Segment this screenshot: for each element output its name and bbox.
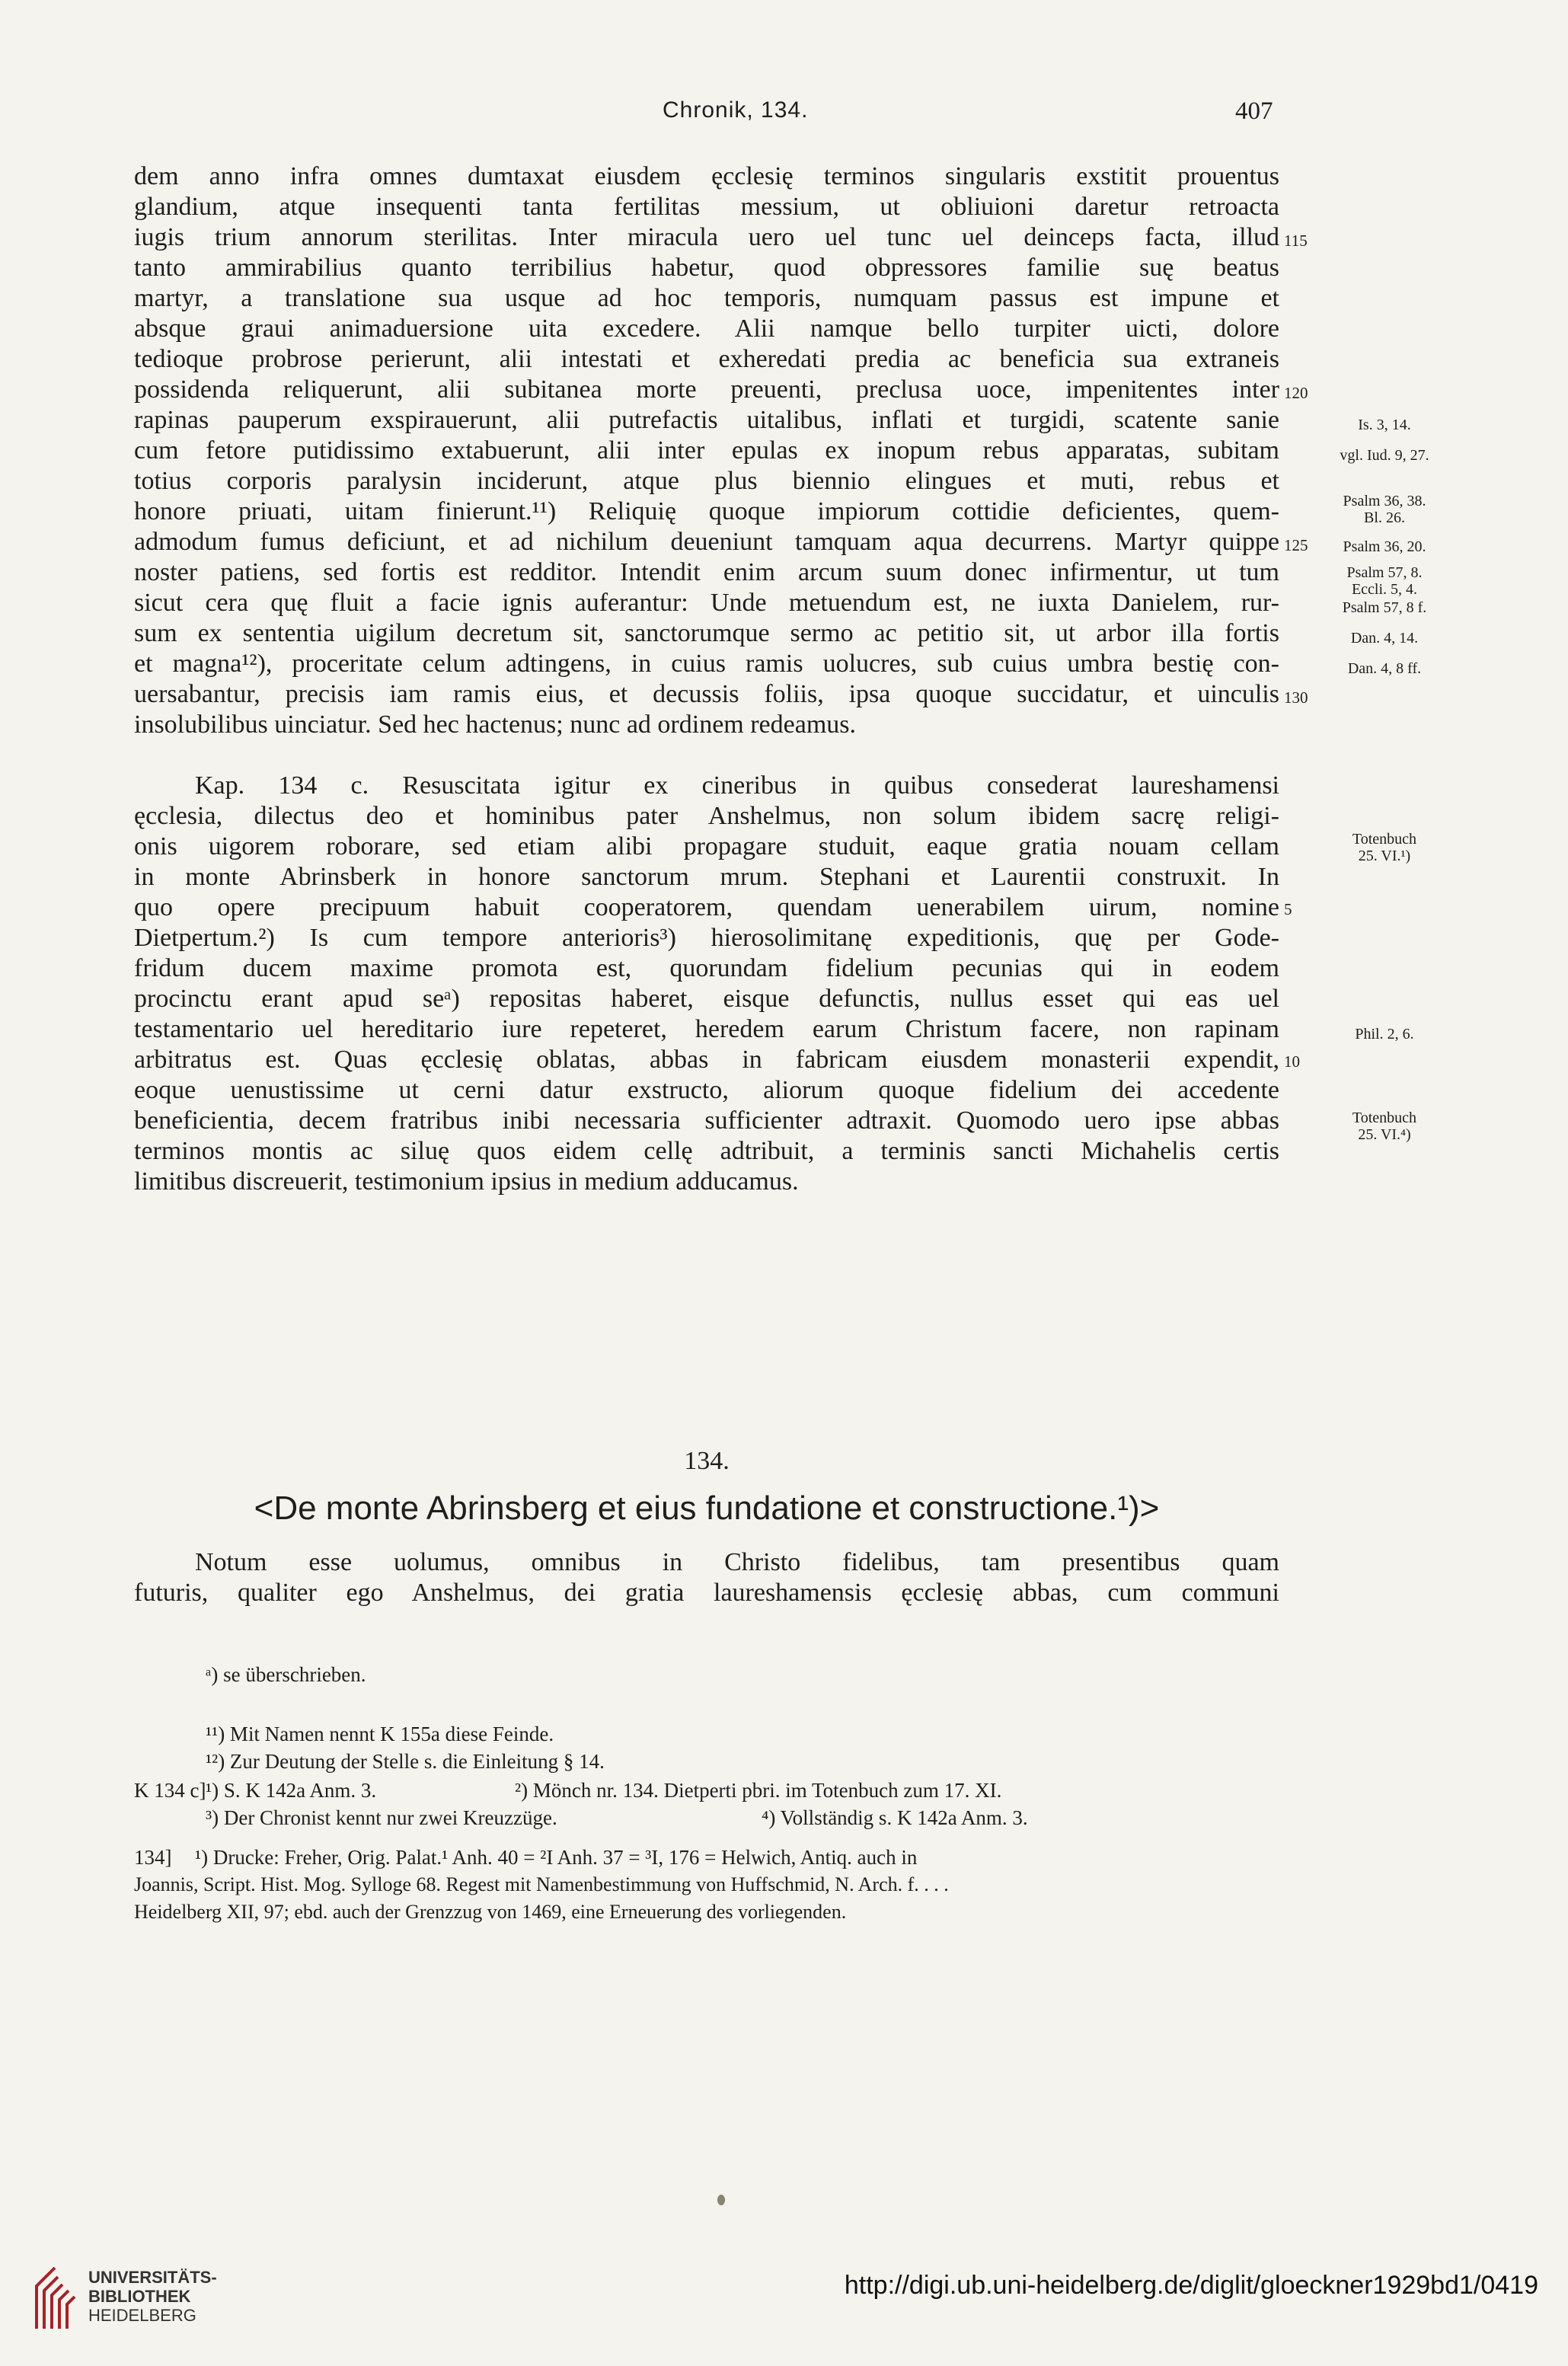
document-number: 134. (684, 1447, 730, 1475)
body-line: tedioque probrose perierunt, alii intestati et exheredati predia ac beneficia sua extraneis (134, 345, 1279, 373)
body-line: dem anno infra omnes dumtaxat eiusdem ęcclesię terminos singularis exstitit prouentus (134, 162, 1279, 190)
body-line: beneficientia, decem fratribus inibi necessaria sufficienter adtraxit. Quomodo uero ipse abbas (134, 1106, 1279, 1135)
footnote: Heidelberg XII, 97; ebd. auch der Grenzzug von 1469, eine Erneuerung des vorliegenden. (134, 1901, 847, 1923)
margin-note: Psalm 57, 8. (1346, 564, 1423, 581)
footnote: ³) Der Chronist kennt nur zwei Kreuzzüge. (206, 1806, 557, 1829)
body-line: Kap. 134 c. Resuscitata igitur ex cineribus in quibus consederat laureshamensi (195, 771, 1279, 800)
body-line: martyr, a translatione sua usque ad hoc temporis, numquam passus est impune et (134, 284, 1279, 312)
apparatus-note: ᵃ) se überschrieben. (206, 1663, 366, 1686)
margin-note: Psalm 57, 8 f. (1342, 599, 1427, 616)
footnote: ¹¹) Mit Namen nennt K 155a diese Feinde. (206, 1723, 554, 1745)
body-line: limitibus discreuerit, testimonium ipsius in medium adducamus. (134, 1167, 799, 1196)
body-line: absque graui animaduersione uita excedere. Alii namque bello turpiter uicti, dolore (134, 315, 1279, 343)
body-line: fridum ducem maxime promota est, quorundam fidelium pecunias qui in eodem (134, 954, 1279, 982)
margin-note: Totenbuch (1352, 1110, 1417, 1126)
footnote: ¹²) Zur Deutung der Stelle s. die Einleitung § 14. (206, 1750, 605, 1773)
library-name (88, 2268, 217, 2325)
body-line: Notum esse uolumus, omnibus in Christo fidelibus, tam presentibus quam (195, 1548, 1279, 1576)
library-name-line: BIBLIOTHEK (88, 2287, 191, 2306)
ink-spot (717, 2195, 725, 2205)
line-number: 10 (1284, 1052, 1300, 1071)
body-line: et magna¹²), proceritate celum adtingens, in cuius ramis uolucres, sub cuius umbra bestię con- (134, 650, 1279, 678)
margin-note: Dan. 4, 8 ff. (1347, 660, 1422, 677)
footnote-label: 134] (134, 1846, 172, 1869)
body-line: terminos montis ac siluę quos eidem cellę adtribuit, a terminis sancti Michahelis certis (134, 1137, 1279, 1165)
running-head: Chronik, 134. (663, 97, 809, 123)
line-number: 115 (1284, 231, 1308, 250)
page-number: 407 (1235, 97, 1273, 125)
margin-note: Psalm 36, 20. (1343, 538, 1426, 555)
margin-note: Totenbuch (1352, 831, 1417, 848)
line-number: 5 (1284, 900, 1292, 918)
footnote: ¹) S. K 142a Anm. 3. (206, 1779, 377, 1802)
body-line: tanto ammirabilius quanto terribilius habetur, quod obpressores familie suę beatus (134, 254, 1279, 282)
library-name-line: UNIVERSITÄTS- (88, 2268, 217, 2287)
margin-note: Psalm 36, 38. (1343, 493, 1426, 509)
body-line: sum ex sententia uigilum decretum sit, sanctorumque sermo ac petitio sit, ut arbor illa fortis (134, 619, 1279, 647)
body-line: admodum fumus deficiunt, et ad nichilum deueniunt tamquam aqua decurrens. Martyr quippe (134, 528, 1279, 556)
margin-note: vgl. Iud. 9, 27. (1340, 447, 1429, 464)
ub-heidelberg-logo-icon (32, 2263, 78, 2330)
body-line: insolubilibus uinciatur. Sed hec hactenus; nunc ad ordinem redeamus. (134, 710, 856, 739)
body-line: eoque uenustissime ut cerni datur exstructo, aliorum quoque fidelium dei accedente (134, 1076, 1279, 1104)
body-line: honore priuati, uitam finierunt.¹¹) Reliquię quoque impiorum cottidie deficientes, quem- (134, 497, 1279, 525)
body-line: cum fetore putidissimo extabuerunt, alii inter epulas ex inopum rebus apparatas, subitam (134, 436, 1279, 465)
margin-note: Is. 3, 14. (1358, 417, 1411, 433)
body-line: sicut cera quę fluit a facie ignis auferantur: Unde metuendum est, ne iuxta Danielem, rur- (134, 589, 1279, 617)
body-line: procinctu erant apud seᵃ) repositas haberet, eisque defunctis, nullus esset qui eas uel (134, 985, 1279, 1013)
margin-note: 25. VI.⁴) (1358, 1126, 1411, 1143)
body-line: noster patiens, sed fortis est redditor. Intendit enim arcum suum donec infirmentur, ut tum (134, 558, 1279, 586)
body-line: ęcclesia, dilectus deo et hominibus pater Anshelmus, non solum ibidem sacrę religi- (134, 802, 1279, 830)
body-line: uersabantur, precisis iam ramis eius, et decussis foliis, ipsa quoque succidatur, et uinculis (134, 680, 1279, 708)
body-line: onis uigorem roborare, sed etiam alibi propagare studuit, eaque gratia nouam cellam (134, 832, 1279, 861)
margin-note: Dan. 4, 14. (1350, 630, 1419, 647)
document-title: <De monte Abrinsberg et eius fundatione et constructione.¹)> (254, 1490, 1160, 1527)
body-line: Dietpertum.²) Is cum tempore anterioris³) hierosolimitanę expeditionis, quę per Gode- (134, 924, 1279, 952)
footnote: ¹) Drucke: Freher, Orig. Palat.¹ Anh. 40 = ²I Anh. 37 = ³I, 176 = Helwich, Antiq. auch in (195, 1846, 918, 1869)
source-url-link[interactable]: http://digi.ub.uni-heidelberg.de/diglit/gloeckner1929bd1/0419 (844, 2271, 1538, 2300)
footnote: ²) Mönch nr. 134. Dietperti pbri. im Totenbuch zum 17. XI. (515, 1779, 1002, 1802)
line-number: 120 (1284, 384, 1308, 402)
margin-note: 25. VI.¹) (1358, 848, 1411, 864)
footnote-label: K 134 c] (134, 1779, 206, 1802)
footnote: ⁴) Vollständig s. K 142a Anm. 3. (762, 1806, 1028, 1829)
body-line: testamentario uel hereditario iure repeteret, heredem earum Christum facere, non rapinam (134, 1015, 1279, 1043)
body-line: in monte Abrinsberk in honore sanctorum mrum. Stephani et Laurentii construxit. In (134, 863, 1279, 891)
running-header (0, 97, 1568, 143)
margin-note: Phil. 2, 6. (1355, 1026, 1414, 1043)
library-name-line: HEIDELBERG (88, 2306, 196, 2325)
body-line: possidenda reliquerunt, alii subitanea morte preuenti, preclusa uoce, impenitentes inter (134, 375, 1279, 404)
body-line: rapinas pauperum exspirauerunt, alii putrefactis uitalibus, inflati et turgidi, scatente sanie (134, 406, 1279, 434)
body-line: quo opere precipuum habuit cooperatorem, quendam uenerabilem uirum, nomine (134, 893, 1279, 921)
line-number: 130 (1284, 688, 1308, 707)
margin-note: Bl. 26. (1364, 509, 1405, 526)
footnote: Joannis, Script. Hist. Mog. Sylloge 68. Regest mit Namenbestimmung von Huffschmid, N. Arch. f. . . . (134, 1873, 949, 1895)
body-line: glandium, atque insequenti tanta fertilitas messium, ut obliuioni daretur retroacta (134, 193, 1279, 221)
body-line: arbitratus est. Quas ęcclesię oblatas, abbas in fabricam eiusdem monasterii expendit, (134, 1046, 1279, 1074)
body-line: iugis trium annorum sterilitas. Inter miracula uero uel tunc uel deinceps facta, illud (134, 223, 1279, 251)
line-number: 125 (1284, 536, 1308, 554)
body-line: futuris, qualiter ego Anshelmus, dei gratia laureshamensis ęcclesię abbas, cum communi (134, 1579, 1279, 1607)
margin-note: Eccli. 5, 4. (1351, 581, 1418, 598)
body-line: totius corporis paralysin inciderunt, atque plus biennio elingues et muti, rebus et (134, 467, 1279, 495)
